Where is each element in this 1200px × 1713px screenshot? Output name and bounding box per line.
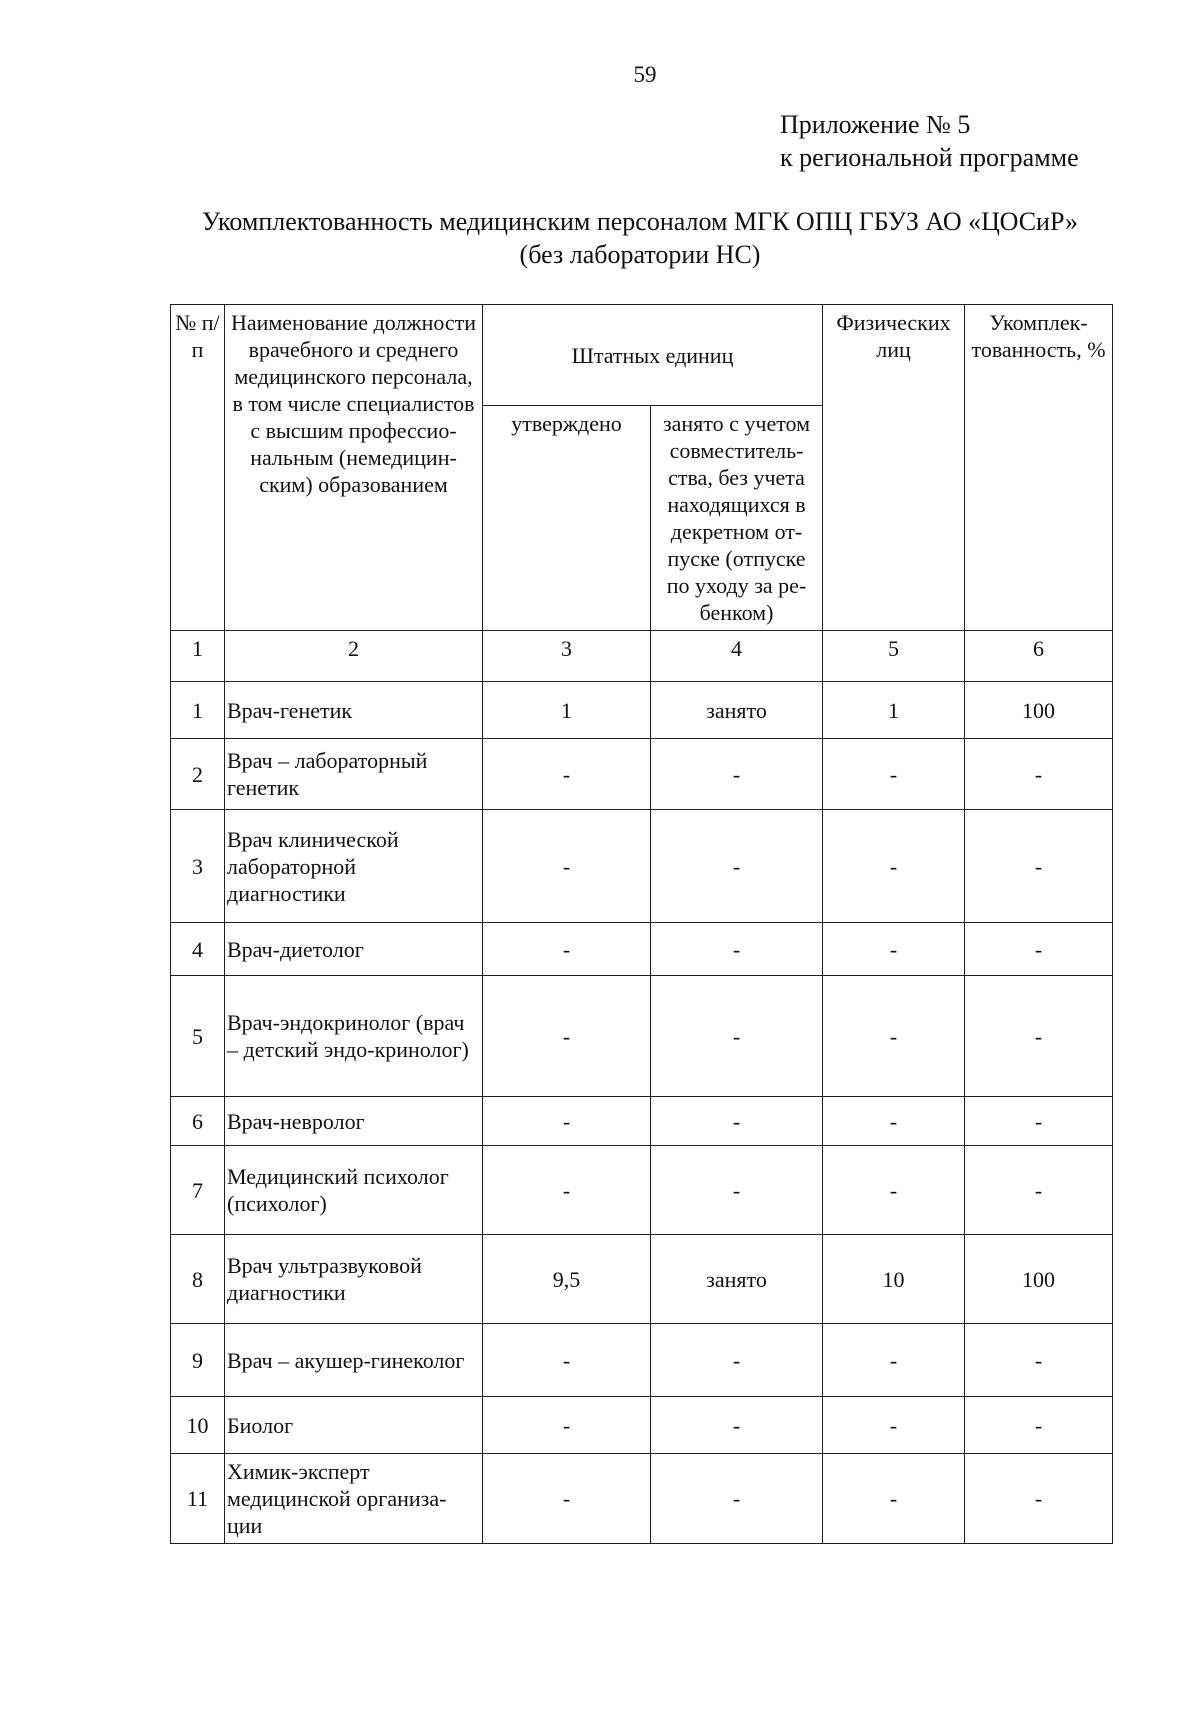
cell-position-name: Химик-эксперт медицинской организа-ции xyxy=(225,1454,483,1544)
cell-position-name: Врач – лабораторный генетик xyxy=(225,739,483,810)
table-row xyxy=(171,1454,1113,1544)
cell-occupied: - xyxy=(651,739,823,810)
cell-position-name: Медицинский психолог (психолог) xyxy=(225,1146,483,1235)
cell-num: 3 xyxy=(171,810,225,923)
cell-physical: - xyxy=(823,976,965,1097)
table-row xyxy=(171,1235,1113,1324)
cell-approved: - xyxy=(483,923,651,976)
cell-occupied: занято xyxy=(651,682,823,739)
cell-physical: - xyxy=(823,1397,965,1454)
staffing-table xyxy=(170,304,1113,1544)
cell-physical: 10 xyxy=(823,1235,965,1324)
cell-occupied: - xyxy=(651,923,823,976)
cell-physical: - xyxy=(823,739,965,810)
header-position-name: Наименование должности врачебного и среднего медицинского персонала, в том числе специалистов с высшим профессио-нальным (немедицин-ским) образованием xyxy=(225,305,483,631)
cell-num: 4 xyxy=(171,923,225,976)
cell-approved: - xyxy=(483,1324,651,1397)
cell-num: 10 xyxy=(171,1397,225,1454)
cell-approved: 9,5 xyxy=(483,1235,651,1324)
cell-physical: 1 xyxy=(823,682,965,739)
cell-position-name: Врач – акушер-гинеколог xyxy=(225,1324,483,1397)
cell-num: 2 xyxy=(171,739,225,810)
cell-num: 6 xyxy=(171,1097,225,1146)
document-title-line-1: Укомплектованность медицинским персоналом МГК ОПЦ ГБУЗ АО «ЦОСиР» xyxy=(201,207,1079,236)
page-number: 59 xyxy=(633,62,657,87)
appendix-note xyxy=(780,108,1079,174)
table-row xyxy=(171,1324,1113,1397)
cell-approved: - xyxy=(483,810,651,923)
appendix-line-1: Приложение № 5 xyxy=(780,110,971,139)
header-physical-persons: Физических лиц xyxy=(823,305,965,631)
cell-staffing: - xyxy=(965,1397,1113,1454)
header-staffing-percent: Укомплек-тованность, % xyxy=(965,305,1113,631)
cell-position-name: Врач ультразвуковой диагностики xyxy=(225,1235,483,1324)
cell-approved: 1 xyxy=(483,682,651,739)
table-body xyxy=(171,682,1113,1544)
cell-approved: - xyxy=(483,976,651,1097)
header-num: № п/п xyxy=(171,305,225,631)
document-title xyxy=(150,205,1130,271)
cell-staffing: - xyxy=(965,1324,1113,1397)
header-occupied: занято с учетом совместитель-ства, без учета находящихся в декретном от-пуске (отпуске по уходу за ре-бенком) xyxy=(651,406,823,631)
cell-occupied: - xyxy=(651,976,823,1097)
cell-approved: - xyxy=(483,1146,651,1235)
cell-occupied: - xyxy=(651,1397,823,1454)
column-index-cell: 4 xyxy=(651,631,823,682)
cell-staffing: 100 xyxy=(965,1235,1113,1324)
cell-approved: - xyxy=(483,1097,651,1146)
table-header xyxy=(171,305,1113,631)
table-row xyxy=(171,810,1113,923)
cell-position-name: Врач-невролог xyxy=(225,1097,483,1146)
cell-physical: - xyxy=(823,810,965,923)
header-approved: утверждено xyxy=(483,406,651,631)
cell-physical: - xyxy=(823,923,965,976)
cell-approved: - xyxy=(483,1397,651,1454)
column-index-cell: 2 xyxy=(225,631,483,682)
header-staff-units: Штатных единиц xyxy=(483,305,823,406)
table-row xyxy=(171,923,1113,976)
cell-staffing: - xyxy=(965,1097,1113,1146)
cell-num: 9 xyxy=(171,1324,225,1397)
cell-occupied: - xyxy=(651,1097,823,1146)
column-index-cell: 6 xyxy=(965,631,1113,682)
column-index-cell: 3 xyxy=(483,631,651,682)
cell-num: 1 xyxy=(171,682,225,739)
cell-num: 5 xyxy=(171,976,225,1097)
cell-position-name: Врач-диетолог xyxy=(225,923,483,976)
table-row xyxy=(171,976,1113,1097)
cell-staffing: - xyxy=(965,1454,1113,1544)
cell-position-name: Врач-генетик xyxy=(225,682,483,739)
cell-physical: - xyxy=(823,1454,965,1544)
cell-staffing: - xyxy=(965,976,1113,1097)
cell-occupied: - xyxy=(651,810,823,923)
cell-staffing: 100 xyxy=(965,682,1113,739)
cell-position-name: Врач-эндокринолог (врач – детский эндо-кринолог) xyxy=(225,976,483,1097)
table-row xyxy=(171,682,1113,739)
cell-staffing: - xyxy=(965,1146,1113,1235)
cell-position-name: Биолог xyxy=(225,1397,483,1454)
cell-position-name: Врач клинической лабораторной диагностики xyxy=(225,810,483,923)
cell-physical: - xyxy=(823,1324,965,1397)
table-row xyxy=(171,1097,1113,1146)
column-index-row-group xyxy=(171,631,1113,682)
table-row xyxy=(171,739,1113,810)
table-row xyxy=(171,1397,1113,1454)
cell-staffing: - xyxy=(965,739,1113,810)
cell-approved: - xyxy=(483,739,651,810)
appendix-line-2: к региональной программе xyxy=(780,143,1079,172)
cell-occupied: - xyxy=(651,1454,823,1544)
cell-occupied: занято xyxy=(651,1235,823,1324)
document-title-line-2: (без лаборатории НС) xyxy=(519,240,761,269)
column-index-cell: 5 xyxy=(823,631,965,682)
cell-num: 8 xyxy=(171,1235,225,1324)
cell-physical: - xyxy=(823,1097,965,1146)
cell-num: 11 xyxy=(171,1454,225,1544)
cell-staffing: - xyxy=(965,810,1113,923)
cell-occupied: - xyxy=(651,1146,823,1235)
cell-occupied: - xyxy=(651,1324,823,1397)
column-index-row xyxy=(171,631,1113,682)
cell-staffing: - xyxy=(965,923,1113,976)
column-index-cell: 1 xyxy=(171,631,225,682)
cell-physical: - xyxy=(823,1146,965,1235)
cell-num: 7 xyxy=(171,1146,225,1235)
table-row xyxy=(171,1146,1113,1235)
cell-approved: - xyxy=(483,1454,651,1544)
